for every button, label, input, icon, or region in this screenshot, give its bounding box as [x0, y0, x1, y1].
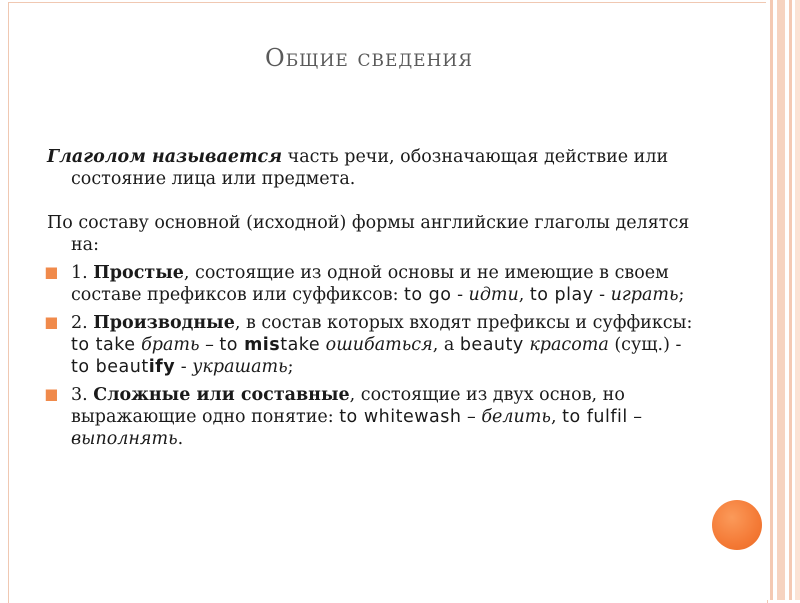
- separator: –: [627, 407, 643, 427]
- example-word: take: [280, 335, 321, 355]
- separator: ;: [678, 285, 685, 305]
- bullet-icon: ⯀: [45, 387, 58, 406]
- translation: ошибаться: [325, 335, 433, 355]
- item-term: Производные: [93, 313, 235, 333]
- item-text: , состоящие из двух основ, но выражающие одно понятие:: [71, 385, 625, 427]
- translation: идти: [468, 285, 519, 305]
- translation: белить: [481, 407, 551, 427]
- item-text: , в состав которых входят префиксы и суффиксы:: [234, 313, 693, 333]
- separator: -: [175, 357, 193, 377]
- list-item: [47, 262, 702, 306]
- stripe: [789, 0, 792, 600]
- example-word: to take: [71, 335, 136, 355]
- separator: -: [451, 285, 469, 305]
- separator: –: [461, 407, 482, 427]
- stripe: [777, 0, 785, 600]
- item-text: , состоящие из одной основы и не имеющие в своем составе префиксов или суффиксов:: [71, 263, 669, 305]
- example-word: to whitewash: [339, 407, 462, 427]
- definition-paragraph: [47, 146, 702, 190]
- stripe: [770, 0, 773, 600]
- item-term: Простые: [93, 263, 184, 283]
- example-word: to fulfil: [562, 407, 628, 427]
- slide-title: Общие сведения: [265, 44, 473, 72]
- separator: .: [177, 429, 184, 449]
- definition-text: часть речи, обозначающая действие или состояние лица или предмета.: [71, 147, 669, 189]
- example-suffix: ify: [148, 357, 176, 377]
- item-number: 3.: [71, 385, 94, 405]
- separator: ,: [550, 407, 563, 427]
- translation: играть: [610, 285, 679, 305]
- separator: , а: [432, 335, 460, 355]
- item-number: 1.: [71, 263, 94, 283]
- item-term: Сложные или составные: [93, 385, 350, 405]
- translation: красота: [529, 335, 609, 355]
- bullet-icon: ⯀: [45, 315, 58, 334]
- example-word: to: [219, 335, 245, 355]
- list-item: [47, 312, 702, 378]
- separator: –: [199, 335, 220, 355]
- example-prefix: mis: [244, 335, 281, 355]
- decorative-stripes: [766, 0, 800, 600]
- example-word: beauty: [459, 335, 524, 355]
- example-word: to play: [529, 285, 594, 305]
- example-word: to beaut: [71, 357, 149, 377]
- translation: брать: [141, 335, 200, 355]
- definition-term: Глаголом называется: [47, 147, 283, 167]
- translation: украшать: [192, 357, 288, 377]
- list-item: [47, 384, 702, 450]
- item-number: 2.: [71, 313, 94, 333]
- example-word: to go: [404, 285, 452, 305]
- orange-circle-decoration: [712, 500, 762, 550]
- stripe: [795, 0, 800, 600]
- separator: ;: [287, 357, 294, 377]
- slide-content: [47, 146, 702, 450]
- separator: ,: [518, 285, 530, 305]
- translation: выполнять: [71, 429, 178, 449]
- separator: -: [593, 285, 611, 305]
- bullet-icon: ⯀: [45, 265, 58, 284]
- note: (сущ.) -: [608, 335, 682, 355]
- intro-paragraph: По составу основной (исходной) формы английские глаголы делятся на:: [47, 213, 690, 255]
